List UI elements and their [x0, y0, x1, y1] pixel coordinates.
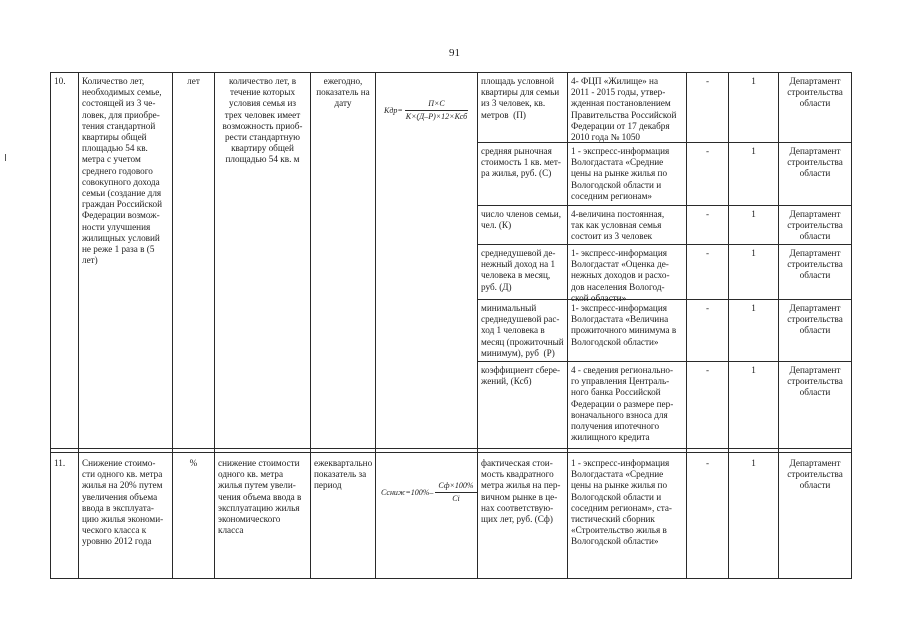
responsible-department-cell: Департамент строительства области [778, 205, 852, 245]
dash-value-cell: - [686, 72, 729, 143]
numeric-value-cell: 1 [728, 205, 779, 245]
indicator-name-cell: Количество лет, необходимых семье, состоящей из 3 че- ловек, для приобре- тения стандартной квартиры общей площадью 54 кв. метра с учетом среднего годового совокупного дохода семьи (создание для граждан Российской Федерации возмож- ности улучшения жилищных условий не реже 1 раза в (5 лет) [78, 72, 173, 449]
data-source-cell: 1 - экспресс-информация Вологдастата «Средние цены на рынке жилья по Вологодской области и соседним регионам» [567, 142, 687, 206]
data-source-cell: 4- ФЦП «Жилище» на 2011 - 2015 годы, утвер- жденная постановлением Правительства Российской Федерации от 17 декабря 2010 года № 1050 [567, 72, 687, 143]
page-number: 91 [449, 47, 460, 59]
component-name-cell: площадь условной квартиры для семьи из 3 человек, кв. метров (П) [477, 72, 568, 143]
responsible-department-cell: Департамент строительства области [778, 299, 852, 362]
formula-lhs: Кдр= [384, 105, 403, 115]
dash-value-cell: - [686, 361, 729, 449]
row-number-cell: 11. [50, 448, 79, 579]
formula-numerator: Сф×100% [435, 481, 476, 493]
formula-numerator: П×С [405, 99, 468, 111]
data-source-cell: 4 - сведения регионально- го управления Централь- ного банка Российской Федерации о размере пер- воначального взноса для получения ипотечного жилищного кредита [567, 361, 687, 449]
row-separator-rule [50, 452, 852, 453]
formula-cell [375, 448, 478, 579]
indicator-name-cell: Снижение стоимо- сти одного кв. метра жилья на 20% путем увеличения объема ввода в эксплуата- цию жилья экономи- ческого класса к уровню 2012 года [78, 448, 173, 579]
formula-denominator: К×(Д–Р)×12×Ксб [405, 112, 468, 122]
dash-value-cell: - [686, 142, 729, 206]
formula [381, 481, 474, 504]
responsible-department-cell: Департамент строительства области [778, 72, 852, 143]
formula-fraction [435, 481, 476, 504]
numeric-value-cell: 1 [728, 244, 779, 300]
component-name-cell: среднедушевой де- нежный доход на 1 человека в месяц, руб. (Д) [477, 244, 568, 300]
component-name-cell: средняя рыночная стоимость 1 кв. мет- ра жилья, руб. (С) [477, 142, 568, 206]
dash-value-cell: - [686, 244, 729, 300]
definition-cell: снижение стоимости одного кв. метра жилья путем увели- чения объема ввода в эксплуатацию жилья экономического класса [214, 448, 311, 579]
component-name-cell: коэффициент сбере- жений, (Ксб) [477, 361, 568, 449]
data-source-cell: 1 - экспресс-информация Вологдастата «Средние цены на рынке жилья по Вологодской области и соседним регионам», ста- тистический сборник «Строительство жилья в Вологодской области» [567, 448, 687, 579]
responsible-department-cell: Департамент строительства области [778, 142, 852, 206]
component-name-cell: минимальный среднедушевой рас- ход 1 человека в месяц (прожиточный минимум), руб (Р) [477, 299, 568, 362]
numeric-value-cell: 1 [728, 72, 779, 143]
numeric-value-cell: 1 [728, 299, 779, 362]
dash-value-cell: - [686, 299, 729, 362]
responsible-department-cell: Департамент строительства области [778, 244, 852, 300]
dash-value-cell: - [686, 205, 729, 245]
formula [384, 99, 474, 122]
periodicity-cell: ежегодно, показатель на дату [310, 72, 376, 449]
periodicity-cell: ежеквартально показатель за период [310, 448, 376, 579]
formula-cell [375, 72, 478, 449]
row-number-cell: 10. [50, 72, 79, 449]
responsible-department-cell: Департамент строительства области [778, 448, 852, 579]
numeric-value-cell: 1 [728, 142, 779, 206]
unit-cell: % [172, 448, 215, 579]
component-name-cell: фактическая стои- мость квадратного метра жилья на пер- вичном рынке в це- нах соответствую- щих лет, руб. (Сф) [477, 448, 568, 579]
scan-mark [5, 154, 6, 161]
formula-lhs: Ссниж=100%– [381, 487, 434, 497]
component-name-cell: число членов семьи, чел. (К) [477, 205, 568, 245]
formula-fraction [405, 99, 468, 122]
formula-denominator: Сi [452, 494, 460, 504]
unit-cell: лет [172, 72, 215, 449]
numeric-value-cell: 1 [728, 448, 779, 579]
responsible-department-cell: Департамент строительства области [778, 361, 852, 449]
dash-value-cell: - [686, 448, 729, 579]
data-source-cell: 1- экспресс-информация Вологдастат «Оценка де- нежных доходов и расхо- дов населения Вологод- ской области» [567, 244, 687, 300]
numeric-value-cell: 1 [728, 361, 779, 449]
data-source-cell: 1- экспресс-информация Вологдастата «Величина прожиточного минимума в Вологодской области» [567, 299, 687, 362]
data-source-cell: 4-величина постоянная, так как условная семья состоит из 3 человек [567, 205, 687, 245]
definition-cell: количество лет, в течение которых условия семья из трех человек имеет возможность приоб- рести стандартную квартиру общей площадью 54 кв. м [214, 72, 311, 449]
